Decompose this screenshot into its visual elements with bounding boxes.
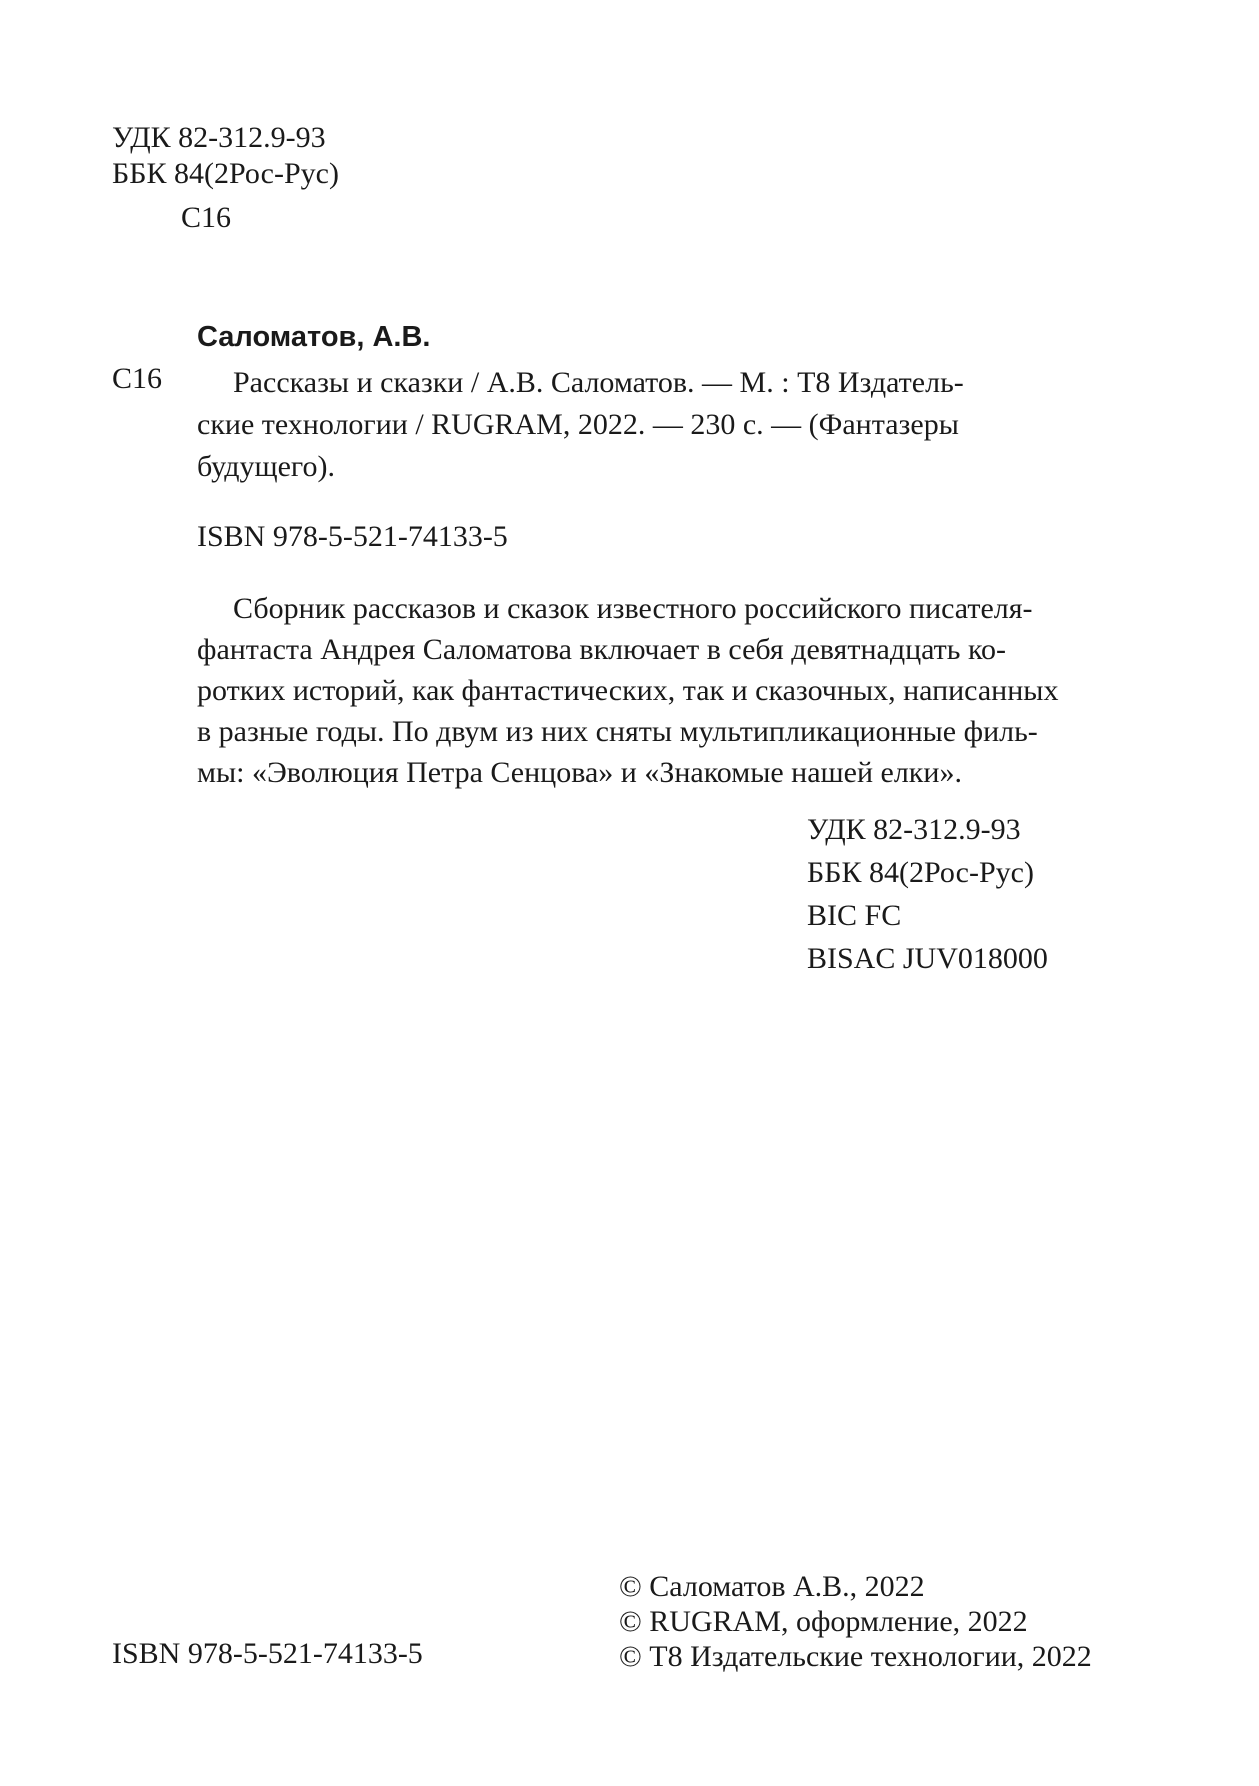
record-author-mark xyxy=(112,362,162,396)
copyright-line: © RUGRAM, оформление, 2022 xyxy=(619,1605,1028,1638)
bib-line: будущего). xyxy=(197,450,335,483)
copyright-notices xyxy=(619,1569,1092,1674)
record-cutter-code: С16 xyxy=(112,362,163,395)
top-udk: УДК 82-312.9-93 xyxy=(112,121,326,154)
top-cutter-code: С16 xyxy=(181,201,232,234)
footer-isbn-text: ISBN 978-5-521-74133-5 xyxy=(112,1637,423,1670)
classification-bic: BIC FC xyxy=(807,899,902,932)
author-heading: Саломатов, А.В. xyxy=(197,321,431,353)
footer-isbn xyxy=(112,1637,423,1671)
copyright-line: © Т8 Издательские технологии, 2022 xyxy=(619,1640,1092,1673)
bib-line: ские технологии / RUGRAM, 2022. — 230 с. — (Фантазеры xyxy=(197,408,959,441)
isbn-text: ISBN 978-5-521-74133-5 xyxy=(197,520,508,553)
annotation-line: ротких историй, как фантастических, так и сказочных, написанных xyxy=(197,674,1059,707)
copyright-line: © Саломатов А.В., 2022 xyxy=(619,1570,925,1603)
annotation xyxy=(197,588,1089,793)
bibliographic-description xyxy=(197,362,1089,488)
classification-bisac: BISAC JUV018000 xyxy=(807,942,1048,975)
annotation-line: фантаста Андрея Саломатова включает в себя девятнадцать ко- xyxy=(197,633,1007,666)
annotation-line: Сборник рассказов и сказок известного российского писателя- xyxy=(233,592,1033,625)
top-classification-block xyxy=(112,121,339,193)
bib-line: Рассказы и сказки / А.В. Саломатов. — М. : Т8 Издатель- xyxy=(233,366,964,399)
classification-udk: УДК 82-312.9-93 xyxy=(807,813,1021,846)
top-author-mark xyxy=(181,201,231,235)
top-bbk: ББК 84(2Рос-Рус) xyxy=(112,157,339,190)
annotation-line: мы: «Эволюция Петра Сенцова» и «Знакомые нашей елки». xyxy=(197,756,962,789)
classification-bbk: ББК 84(2Рос-Рус) xyxy=(807,856,1034,889)
classification-codes xyxy=(807,808,1048,980)
annotation-line: в разные годы. По двум из них сняты мультипликационные филь- xyxy=(197,715,1038,748)
record-isbn xyxy=(197,520,508,554)
